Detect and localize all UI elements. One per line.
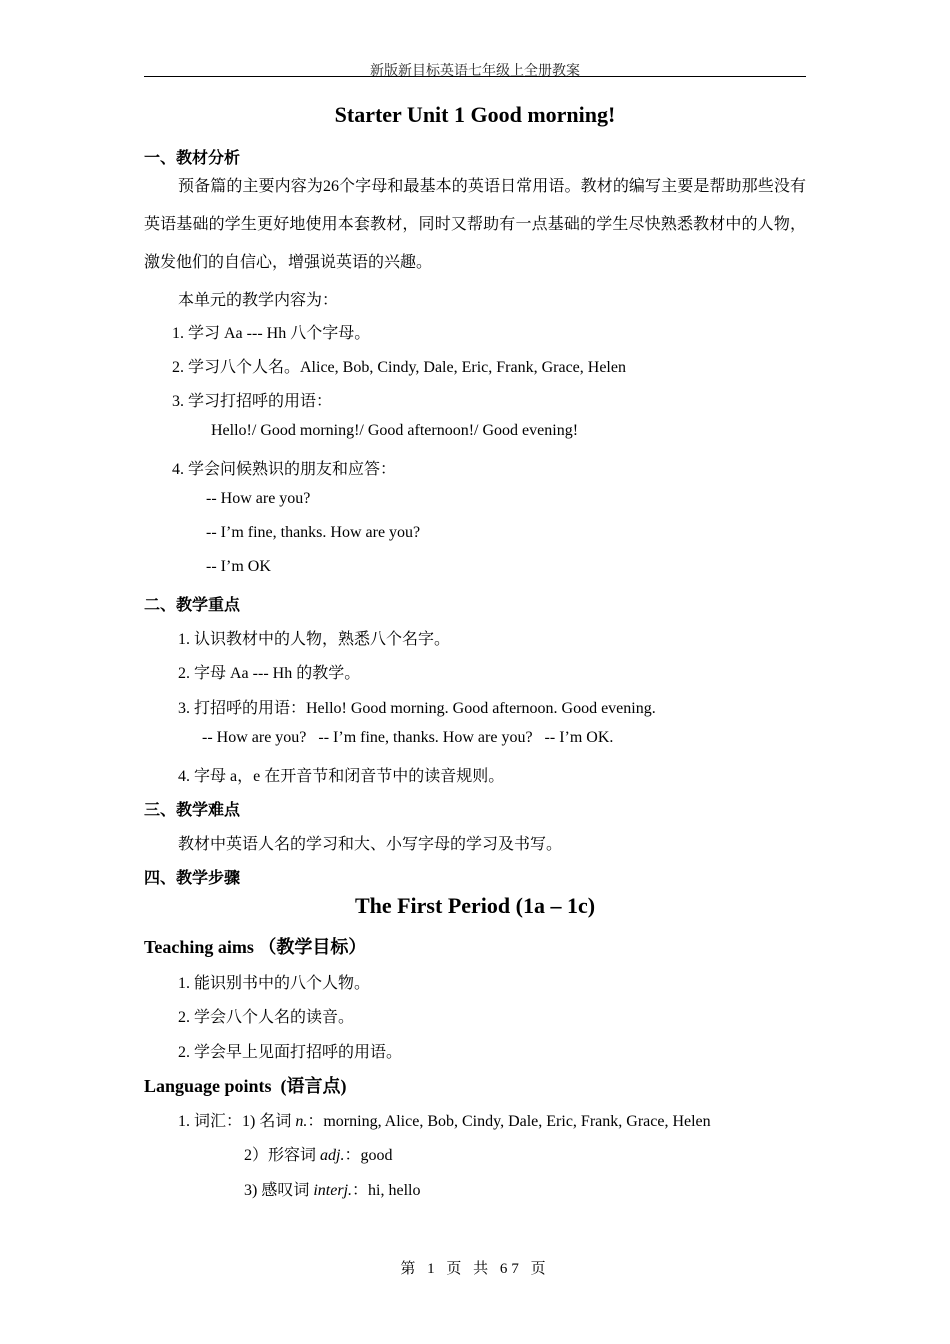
vocab-item [244,1177,420,1200]
vocab-abbr: adj. [320,1147,345,1164]
header-divider [144,76,806,77]
content-item: 3. 学习打招呼的用语： [172,393,333,410]
content-item: Hello!/ Good morning!/ Good afternoon!/ Good evening! [211,422,579,439]
section-heading-key-points: 二、教学重点 [144,595,241,614]
vocab-prefix: 2）形容词 [244,1147,321,1164]
content-item: 1. 学习 Aa --- Hh 八个字母。 [172,325,371,342]
aim-item: 2. 学会八个人名的读音。 [178,1009,355,1026]
teaching-aims-heading: Teaching aims （教学目标） [144,937,367,957]
key-point-item: 2. 字母 Aa --- Hh 的教学。 [178,665,361,682]
vocab-prefix: 1. 词汇：1) 名词 [178,1113,296,1130]
vocab-prefix: 3) 感叹词 [244,1182,314,1199]
content-item: 2. 学习八个人名。Alice, Bob, Cindy, Dale, Eric, Frank, Grace, Helen [172,359,626,376]
key-point-item: 1. 认识教材中的人物，熟悉八个名字。 [178,631,451,648]
vocab-item [178,1108,711,1131]
key-point-item: 3. 打招呼的用语：Hello! Good morning. Good afternoon. Good evening. [178,700,656,717]
content-item: 4. 学会问候熟识的朋友和应答： [172,461,397,478]
page-footer: 第 1 页 共 67 页 [400,1261,550,1277]
section-heading-steps: 四、教学步骤 [144,868,241,887]
key-point-item: -- How are you? -- I’m fine, thanks. How are you? -- I’m OK. [202,729,614,746]
vocab-words: ：good [344,1147,393,1164]
page-header: 新版新目标英语七年级上全册教案 [370,64,580,79]
content-item: -- I’m OK [206,558,271,575]
content-item: -- How are you? [206,490,311,507]
vocab-words: ：morning, Alice, Bob, Cindy, Dale, Eric, Frank, Grace, Helen [307,1113,711,1130]
vocab-item [244,1142,392,1165]
content-item: -- I’m fine, thanks. How are you? [206,524,421,541]
aim-item: 2. 学会早上见面打招呼的用语。 [178,1044,403,1061]
unit-title: Starter Unit 1 Good morning! [334,102,616,127]
vocab-abbr: n. [295,1113,308,1130]
key-point-item: 4. 字母 a，e 在开音节和闭音节中的读音规则。 [178,768,505,785]
content-intro: 本单元的教学内容为： [178,292,339,309]
analysis-paragraph: 预备篇的主要内容为26个字母和最基本的英语日常用语。教材的编写主要是帮助那些没有英语基础的学生更好地使用本套教材，同时又帮助有一点基础的学生尽快熟悉教材中的人物，激发他们的自信心，增强说英语的兴趣。 [144,178,806,271]
period-title: The First Period (1a – 1c) [354,893,596,918]
language-points-heading: Language points (语言点) [144,1076,347,1096]
difficulty-text: 教材中英语人名的学习和大、小写字母的学习及书写。 [178,836,563,853]
section-heading-difficulties: 三、教学难点 [144,800,241,819]
aim-item: 1. 能识别书中的八个人物。 [178,975,371,992]
vocab-abbr: interj. [313,1182,353,1199]
vocab-words: ：hi, hello [352,1182,421,1199]
section-heading-analysis: 一、教材分析 [144,148,241,167]
